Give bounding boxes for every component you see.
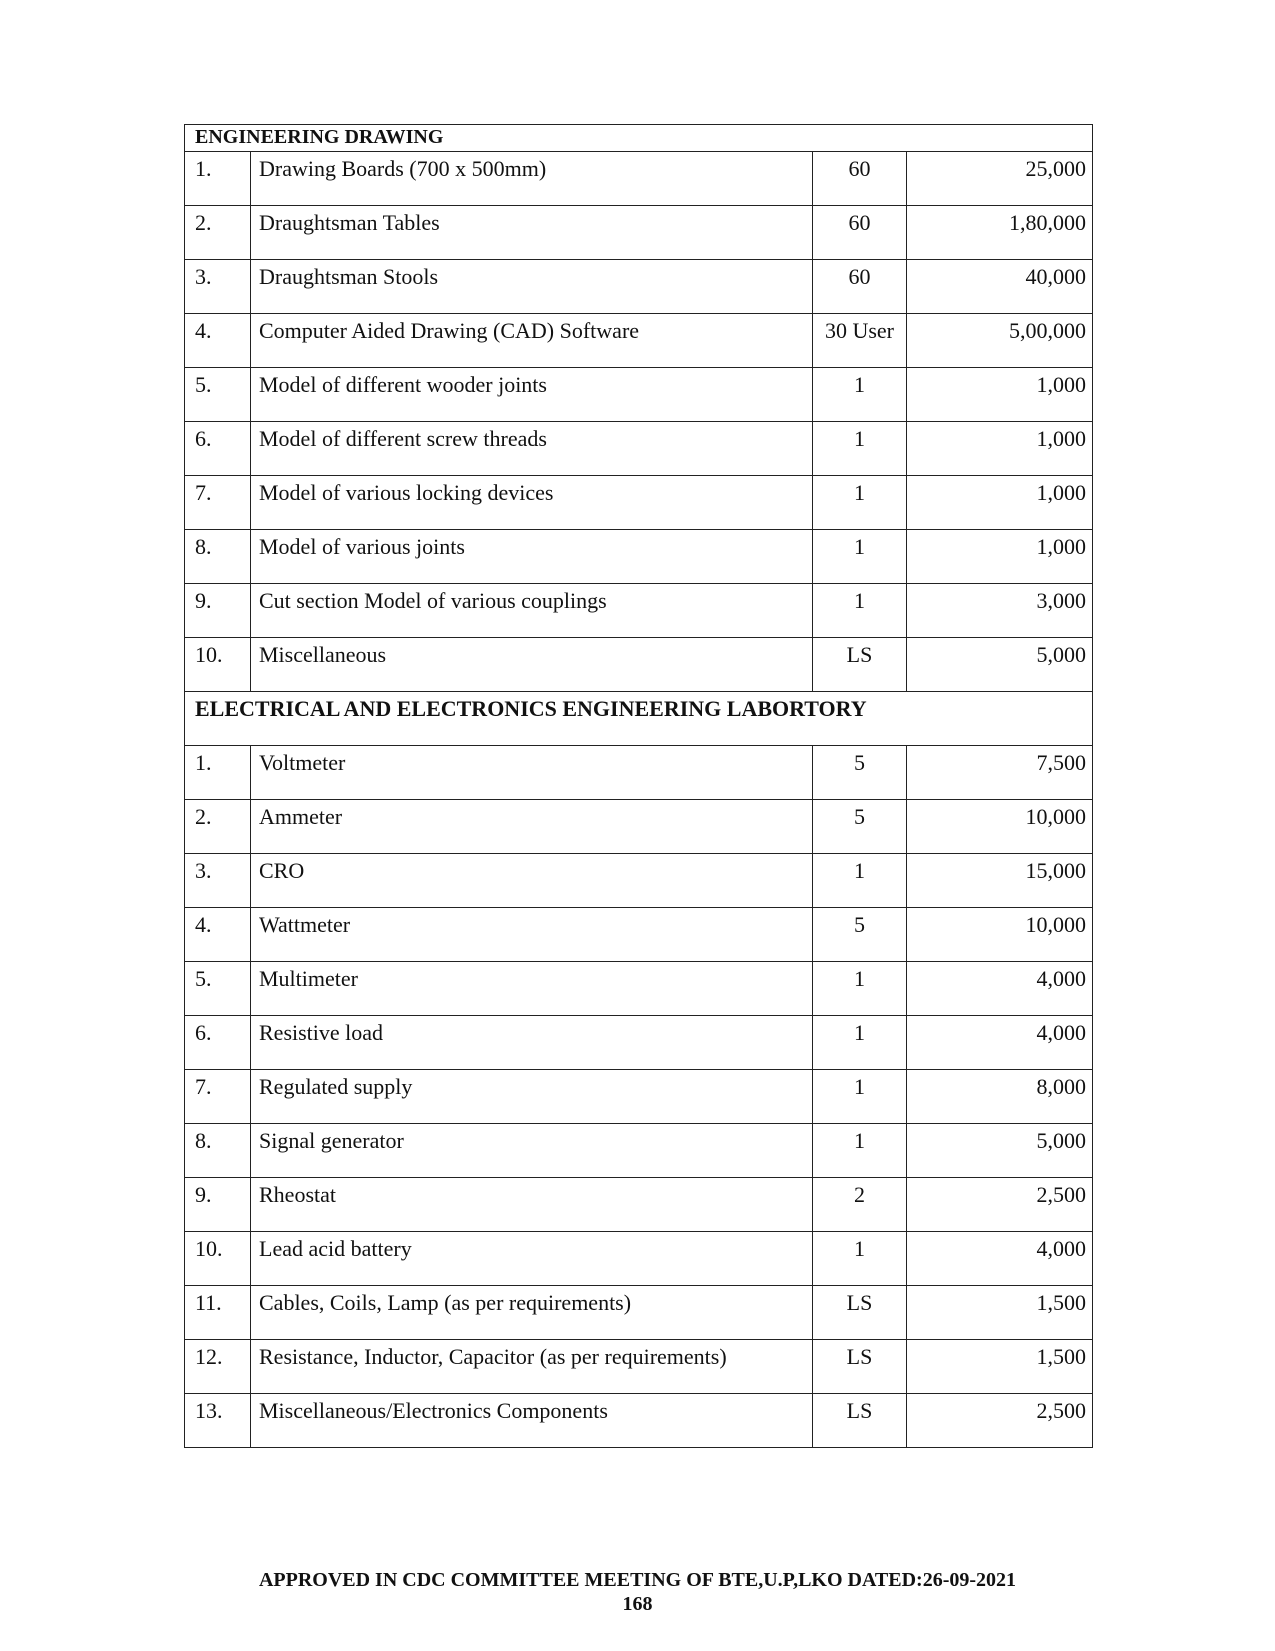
section-title: ELECTRICAL AND ELECTRONICS ENGINEERING LABORTORY (195, 696, 867, 721)
item-name-cell (251, 962, 813, 1016)
quantity-text: 1 (854, 966, 865, 991)
item-name-text: Miscellaneous (259, 642, 387, 667)
table-row (185, 746, 1093, 800)
serial-number-cell (185, 800, 251, 854)
item-name-text: Model of various locking devices (259, 480, 554, 505)
quantity-text: LS (846, 1398, 873, 1423)
cost-text: 4,000 (1036, 1236, 1086, 1261)
quantity-cell (813, 1016, 907, 1070)
section-header-row (185, 692, 1093, 746)
quantity-text: LS (846, 1290, 873, 1315)
item-name-text: Cables, Coils, Lamp (as per requirements) (259, 1290, 632, 1315)
item-name-text: Signal generator (259, 1128, 404, 1153)
quantity-text: 30 User (824, 318, 895, 343)
serial-number-text: 2. (195, 210, 212, 235)
serial-number-text: 9. (195, 588, 212, 613)
cost-text: 1,000 (1036, 426, 1086, 451)
serial-number-text: 6. (195, 1020, 212, 1045)
item-name-text: Model of different screw threads (259, 426, 547, 451)
serial-number-cell (185, 962, 251, 1016)
table-row (185, 854, 1093, 908)
item-name-cell (251, 1070, 813, 1124)
table-row (185, 638, 1093, 692)
cost-text: 1,000 (1036, 480, 1086, 505)
item-name-text: Draughtsman Tables (259, 210, 440, 235)
item-name-cell (251, 260, 813, 314)
item-name-text: Computer Aided Drawing (CAD) Software (259, 318, 640, 343)
cost-cell (907, 206, 1093, 260)
quantity-text: 1 (854, 1074, 865, 1099)
serial-number-cell (185, 746, 251, 800)
approval-note: APPROVED IN CDC COMMITTEE MEETING OF BTE,U.P,LKO DATED:26-09-2021 (258, 1569, 1017, 1591)
cost-text: 1,80,000 (1009, 210, 1086, 235)
serial-number-text: 1. (195, 156, 212, 181)
table-row (185, 1340, 1093, 1394)
cost-cell (907, 854, 1093, 908)
cost-text: 4,000 (1036, 966, 1086, 991)
quantity-text: 60 (848, 210, 871, 235)
table-row (185, 206, 1093, 260)
item-name-text: Wattmeter (259, 912, 351, 937)
quantity-cell (813, 1124, 907, 1178)
quantity-text: 5 (854, 912, 865, 937)
serial-number-text: 2. (195, 804, 212, 829)
cost-text: 5,000 (1036, 1128, 1086, 1153)
item-name-cell (251, 1340, 813, 1394)
section-title-cell (185, 125, 1093, 152)
serial-number-cell (185, 422, 251, 476)
cost-text: 40,000 (1025, 264, 1086, 289)
quantity-cell (813, 1178, 907, 1232)
quantity-text: 1 (854, 1020, 865, 1045)
item-name-cell (251, 746, 813, 800)
section-header-row (185, 125, 1093, 152)
quantity-text: 60 (848, 156, 871, 181)
serial-number-text: 10. (195, 642, 223, 667)
quantity-cell (813, 746, 907, 800)
cost-text: 3,000 (1036, 588, 1086, 613)
cost-cell (907, 908, 1093, 962)
quantity-cell (813, 260, 907, 314)
quantity-cell (813, 1394, 907, 1448)
section-title-cell (185, 692, 1093, 746)
serial-number-cell (185, 638, 251, 692)
serial-number-cell (185, 260, 251, 314)
item-name-cell (251, 206, 813, 260)
cost-cell (907, 1124, 1093, 1178)
equipment-table-body (185, 125, 1093, 1448)
serial-number-text: 13. (195, 1398, 223, 1423)
section-title: ENGINEERING DRAWING (195, 126, 444, 148)
item-name-text: Voltmeter (259, 750, 346, 775)
serial-number-text: 7. (195, 480, 212, 505)
quantity-text: 1 (854, 1236, 865, 1261)
table-row (185, 314, 1093, 368)
quantity-cell (813, 422, 907, 476)
table-row (185, 422, 1093, 476)
serial-number-text: 3. (195, 858, 212, 883)
quantity-text: 1 (854, 372, 865, 397)
item-name-text: CRO (259, 858, 305, 883)
item-name-cell (251, 476, 813, 530)
cost-cell (907, 746, 1093, 800)
equipment-table (184, 124, 1093, 1448)
cost-cell (907, 1394, 1093, 1448)
table-row (185, 962, 1093, 1016)
item-name-cell (251, 530, 813, 584)
serial-number-text: 5. (195, 372, 212, 397)
table-row (185, 800, 1093, 854)
cost-cell (907, 800, 1093, 854)
quantity-cell (813, 800, 907, 854)
quantity-cell (813, 1070, 907, 1124)
quantity-text: LS (846, 642, 873, 667)
serial-number-text: 9. (195, 1182, 212, 1207)
cost-cell (907, 638, 1093, 692)
quantity-cell (813, 854, 907, 908)
table-row (185, 530, 1093, 584)
item-name-cell (251, 854, 813, 908)
item-name-text: Miscellaneous/Electronics Components (259, 1398, 608, 1423)
item-name-text: Drawing Boards (700 x 500mm) (259, 156, 547, 181)
item-name-text: Draughtsman Stools (259, 264, 439, 289)
quantity-cell (813, 1286, 907, 1340)
serial-number-cell (185, 908, 251, 962)
table-row (185, 152, 1093, 206)
cost-cell (907, 314, 1093, 368)
item-name-cell (251, 1016, 813, 1070)
cost-cell (907, 422, 1093, 476)
cost-text: 1,500 (1036, 1290, 1086, 1315)
serial-number-text: 8. (195, 534, 212, 559)
quantity-cell (813, 530, 907, 584)
quantity-text: 1 (854, 480, 865, 505)
serial-number-text: 7. (195, 1074, 212, 1099)
quantity-text: LS (846, 1344, 873, 1369)
cost-cell (907, 152, 1093, 206)
item-name-text: Multimeter (259, 966, 358, 991)
quantity-text: 1 (854, 426, 865, 451)
cost-text: 1,000 (1036, 372, 1086, 397)
cost-text: 15,000 (1025, 858, 1086, 883)
table-row (185, 1286, 1093, 1340)
quantity-cell (813, 368, 907, 422)
item-name-text: Model of various joints (259, 534, 465, 559)
cost-cell (907, 368, 1093, 422)
cost-text: 5,000 (1036, 642, 1086, 667)
page-number: 168 (622, 1593, 653, 1615)
item-name-cell (251, 314, 813, 368)
serial-number-cell (185, 476, 251, 530)
table-row (185, 1070, 1093, 1124)
serial-number-cell (185, 314, 251, 368)
serial-number-cell (185, 368, 251, 422)
cost-cell (907, 584, 1093, 638)
cost-cell (907, 1232, 1093, 1286)
cost-cell (907, 476, 1093, 530)
item-name-cell (251, 1286, 813, 1340)
item-name-text: Resistance, Inductor, Capacitor (as per requirements) (259, 1344, 727, 1369)
cost-text: 25,000 (1025, 156, 1086, 181)
serial-number-cell (185, 1178, 251, 1232)
cost-text: 5,00,000 (1009, 318, 1086, 343)
table-row (185, 476, 1093, 530)
quantity-text: 1 (854, 534, 865, 559)
serial-number-text: 1. (195, 750, 212, 775)
quantity-text: 1 (854, 588, 865, 613)
cost-text: 8,000 (1036, 1074, 1086, 1099)
serial-number-text: 5. (195, 966, 212, 991)
table-row (185, 908, 1093, 962)
serial-number-text: 4. (195, 318, 212, 343)
item-name-text: Regulated supply (259, 1074, 413, 1099)
item-name-text: Ammeter (259, 804, 343, 829)
table-row (185, 368, 1093, 422)
item-name-cell (251, 800, 813, 854)
table-row (185, 260, 1093, 314)
table-row (185, 584, 1093, 638)
item-name-cell (251, 422, 813, 476)
cost-cell (907, 1016, 1093, 1070)
table-row (185, 1232, 1093, 1286)
item-name-text: Cut section Model of various couplings (259, 588, 607, 613)
item-name-text: Model of different wooder joints (259, 372, 547, 397)
serial-number-text: 3. (195, 264, 212, 289)
serial-number-cell (185, 584, 251, 638)
quantity-cell (813, 962, 907, 1016)
serial-number-cell (185, 152, 251, 206)
serial-number-cell (185, 1340, 251, 1394)
item-name-cell (251, 584, 813, 638)
quantity-cell (813, 1340, 907, 1394)
quantity-cell (813, 584, 907, 638)
cost-cell (907, 260, 1093, 314)
table-row (185, 1124, 1093, 1178)
cost-text: 4,000 (1036, 1020, 1086, 1045)
table-row (185, 1178, 1093, 1232)
serial-number-text: 12. (195, 1344, 223, 1369)
cost-cell (907, 1070, 1093, 1124)
serial-number-cell (185, 1394, 251, 1448)
quantity-cell (813, 1232, 907, 1286)
serial-number-text: 8. (195, 1128, 212, 1153)
cost-text: 1,000 (1036, 534, 1086, 559)
quantity-cell (813, 314, 907, 368)
item-name-cell (251, 1178, 813, 1232)
cost-text: 2,500 (1036, 1182, 1086, 1207)
quantity-cell (813, 152, 907, 206)
serial-number-cell (185, 1286, 251, 1340)
quantity-text: 2 (854, 1182, 865, 1207)
serial-number-cell (185, 854, 251, 908)
cost-text: 1,500 (1036, 1344, 1086, 1369)
serial-number-cell (185, 1124, 251, 1178)
item-name-text: Lead acid battery (259, 1236, 412, 1261)
table-row (185, 1394, 1093, 1448)
quantity-text: 5 (854, 804, 865, 829)
cost-cell (907, 530, 1093, 584)
serial-number-cell (185, 530, 251, 584)
quantity-cell (813, 476, 907, 530)
cost-text: 7,500 (1036, 750, 1086, 775)
cost-text: 2,500 (1036, 1398, 1086, 1423)
serial-number-text: 10. (195, 1236, 223, 1261)
serial-number-cell (185, 1232, 251, 1286)
item-name-cell (251, 1232, 813, 1286)
item-name-cell (251, 638, 813, 692)
item-name-cell (251, 908, 813, 962)
table-row (185, 1016, 1093, 1070)
quantity-text: 5 (854, 750, 865, 775)
quantity-cell (813, 206, 907, 260)
serial-number-cell (185, 206, 251, 260)
item-name-text: Rheostat (259, 1182, 336, 1207)
quantity-text: 60 (848, 264, 871, 289)
item-name-cell (251, 1124, 813, 1178)
quantity-cell (813, 908, 907, 962)
item-name-cell (251, 1394, 813, 1448)
cost-text: 10,000 (1025, 912, 1086, 937)
item-name-text: Resistive load (259, 1020, 384, 1045)
quantity-cell (813, 638, 907, 692)
item-name-cell (251, 152, 813, 206)
serial-number-text: 11. (195, 1290, 222, 1315)
cost-cell (907, 962, 1093, 1016)
item-name-cell (251, 368, 813, 422)
cost-cell (907, 1286, 1093, 1340)
quantity-text: 1 (854, 858, 865, 883)
cost-cell (907, 1178, 1093, 1232)
cost-cell (907, 1340, 1093, 1394)
serial-number-cell (185, 1016, 251, 1070)
cost-text: 10,000 (1025, 804, 1086, 829)
serial-number-cell (185, 1070, 251, 1124)
serial-number-text: 4. (195, 912, 212, 937)
serial-number-text: 6. (195, 426, 212, 451)
quantity-text: 1 (854, 1128, 865, 1153)
